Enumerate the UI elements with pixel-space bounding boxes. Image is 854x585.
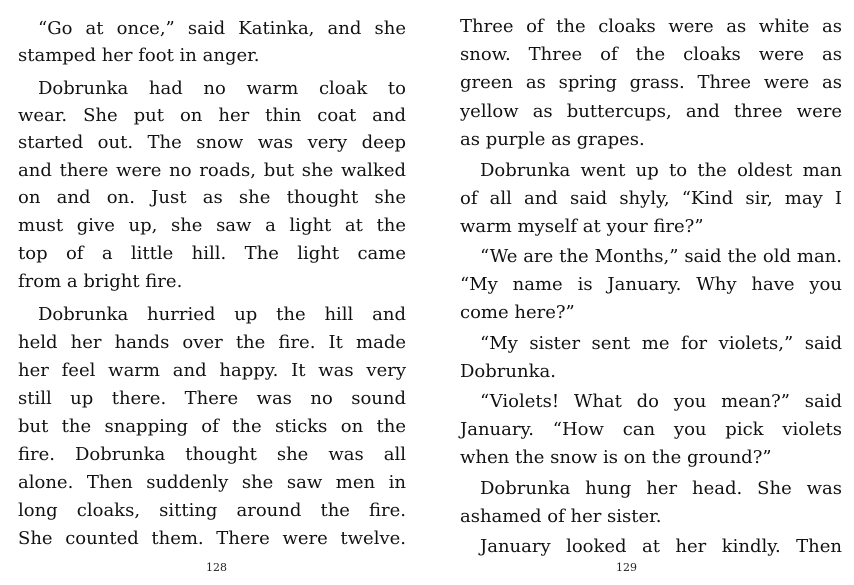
right-page	[460, 0, 842, 585]
left-page	[18, 0, 406, 585]
text-line: from a bright fire.	[18, 271, 183, 292]
text-line: when the snow is on the ground?”	[460, 447, 772, 468]
text-line: “My sister sent me for violets,” said	[480, 333, 842, 354]
text-line: but the snapping of the sticks on the	[18, 416, 406, 437]
text-line: warm myself at your fire?”	[460, 216, 704, 237]
text-line: Dobrunka hung her head. She was	[480, 478, 842, 499]
text-line: and there were no roads, but she walked	[18, 160, 406, 181]
text-line: on and on. Just as she thought she	[18, 187, 406, 208]
text-line: Dobrunka.	[460, 361, 556, 382]
text-line: alone. Then suddenly she saw men in	[18, 472, 406, 493]
text-line: fire. Dobrunka thought she was all	[18, 444, 406, 465]
text-line: her feel warm and happy. It was very	[18, 360, 406, 381]
text-line: Dobrunka went up to the oldest man	[480, 160, 842, 181]
text-line: ashamed of her sister.	[460, 506, 662, 527]
text-line: Dobrunka had no warm cloak to	[38, 78, 406, 99]
text-line: come here?”	[460, 302, 575, 323]
text-line: green as spring grass. Three were as	[460, 72, 842, 93]
text-line: must give up, she saw a light at the	[18, 215, 406, 236]
text-line: January. “How can you pick violets	[460, 419, 842, 440]
page-number: 129	[616, 561, 637, 574]
text-line: long cloaks, sitting around the fire.	[18, 500, 406, 521]
text-line: still up there. There was no sound	[18, 388, 406, 409]
text-line: yellow as buttercups, and three were	[460, 101, 842, 122]
text-line: top of a little hill. The light came	[18, 243, 406, 264]
text-line: as purple as grapes.	[460, 129, 645, 150]
text-line: stamped her foot in anger.	[18, 45, 260, 66]
text-line: Dobrunka hurried up the hill and	[38, 304, 406, 325]
text-line: of all and said shyly, “Kind sir, may I	[460, 188, 842, 209]
text-line: held her hands over the fire. It made	[18, 332, 406, 353]
text-line: “Violets! What do you mean?” said	[480, 391, 842, 412]
text-line: Three of the cloaks were as white as	[460, 16, 842, 37]
text-line: She counted them. There were twelve.	[18, 528, 406, 549]
page-number: 128	[206, 561, 227, 574]
text-line: snow. Three of the cloaks were as	[460, 44, 842, 65]
text-line: “My name is January. Why have you	[460, 274, 842, 295]
text-line: wear. She put on her thin coat and	[18, 105, 406, 126]
text-line: started out. The snow was very deep	[18, 132, 406, 153]
text-line: January looked at her kindly. Then	[480, 536, 842, 557]
text-line: “Go at once,” said Katinka, and she	[38, 18, 406, 39]
text-line: “We are the Months,” said the old man.	[480, 246, 842, 267]
